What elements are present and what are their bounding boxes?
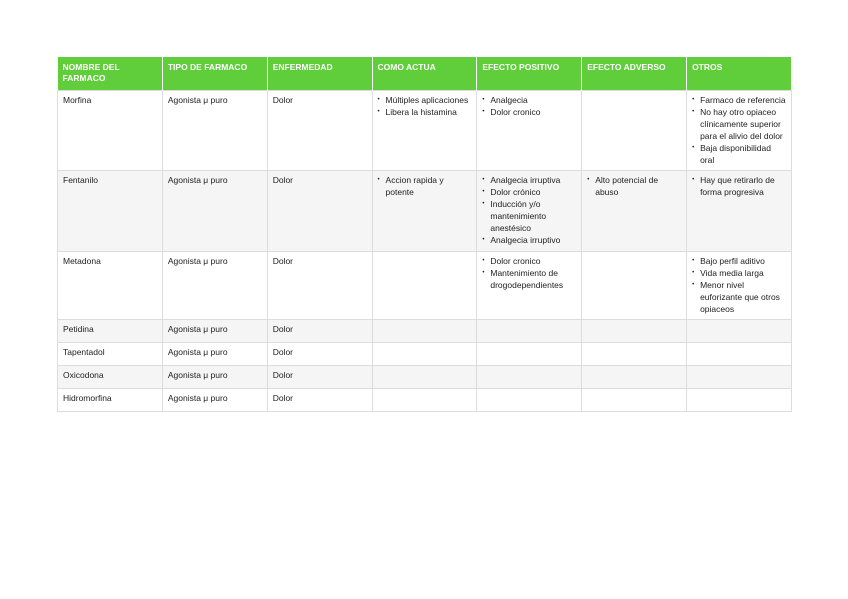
table-body: [58, 91, 792, 412]
header-otros: OTROS: [687, 57, 792, 91]
cell-enfermedad: Dolor: [267, 343, 372, 366]
cell-efecto-adverso: [582, 91, 687, 171]
cell-efecto-positivo: [477, 91, 582, 171]
bullet-item: • Libera la histamina: [378, 107, 473, 119]
cell-como-actua: [372, 171, 477, 251]
cell-otros: [687, 389, 792, 412]
bullet-item: • Baja disponibilidad oral: [692, 143, 787, 167]
header-efecto-adverso: EFECTO ADVERSO: [582, 57, 687, 91]
bullet-item: • Analgecia irruptivo: [482, 235, 577, 247]
cell-efecto-adverso: [582, 320, 687, 343]
cell-nombre: Oxicodona: [58, 366, 163, 389]
cell-enfermedad: Dolor: [267, 91, 372, 171]
bullet-list: [378, 95, 473, 119]
bullet-list: [692, 95, 787, 166]
cell-otros: [687, 320, 792, 343]
header-row: [58, 57, 792, 91]
header-tipo: TIPO DE FARMACO: [162, 57, 267, 91]
cell-enfermedad: Dolor: [267, 171, 372, 251]
bullet-list: [482, 175, 577, 246]
cell-efecto-positivo: [477, 366, 582, 389]
bullet-list: [587, 175, 682, 199]
cell-efecto-adverso: [582, 343, 687, 366]
cell-efecto-positivo: [477, 343, 582, 366]
cell-nombre: Morfina: [58, 91, 163, 171]
cell-nombre: Tapentadol: [58, 343, 163, 366]
bullet-item: • No hay otro opiaceo clínicamente superior para el alivio del dolor: [692, 107, 787, 143]
bullet-list: [482, 95, 577, 119]
cell-efecto-adverso: [582, 389, 687, 412]
cell-otros: [687, 343, 792, 366]
cell-efecto-positivo: [477, 389, 582, 412]
bullet-item: • Analgecia: [482, 95, 577, 107]
bullet-item: • Analgecia irruptiva: [482, 175, 577, 187]
cell-como-actua: [372, 366, 477, 389]
bullet-item: • Mantenimiento de drogodependientes: [482, 268, 577, 292]
bullet-list: [692, 175, 787, 199]
cell-tipo: Agonista μ puro: [162, 320, 267, 343]
cell-como-actua: [372, 389, 477, 412]
table-row: [58, 91, 792, 171]
cell-nombre: Metadona: [58, 251, 163, 320]
cell-como-actua: [372, 251, 477, 320]
header-efecto-positivo: EFECTO POSITIVO: [477, 57, 582, 91]
bullet-item: • Menor nivel euforizante que otros opiaceos: [692, 280, 787, 316]
cell-nombre: Fentanilo: [58, 171, 163, 251]
bullet-item: • Inducción y/o mantenimiento anestésico: [482, 199, 577, 235]
table-row: [58, 389, 792, 412]
cell-efecto-positivo: [477, 251, 582, 320]
table-header: [58, 57, 792, 91]
cell-nombre: Hidromorfina: [58, 389, 163, 412]
cell-tipo: Agonista μ puro: [162, 389, 267, 412]
bullet-item: • Alto potencial de abuso: [587, 175, 682, 199]
table-row: [58, 343, 792, 366]
table-row: [58, 171, 792, 251]
cell-efecto-adverso: [582, 251, 687, 320]
cell-enfermedad: Dolor: [267, 366, 372, 389]
bullet-item: • Múltiples aplicaciones: [378, 95, 473, 107]
header-enfermedad: ENFERMEDAD: [267, 57, 372, 91]
bullet-item: • Vida media larga: [692, 268, 787, 280]
cell-como-actua: [372, 91, 477, 171]
drug-table: [57, 57, 792, 412]
header-nombre: NOMBRE DEL FARMACO: [58, 57, 163, 91]
table-row: [58, 320, 792, 343]
bullet-item: • Hay que retirarlo de forma progresiva: [692, 175, 787, 199]
cell-efecto-positivo: [477, 171, 582, 251]
cell-tipo: Agonista μ puro: [162, 91, 267, 171]
bullet-item: • Farmaco de referencia: [692, 95, 787, 107]
bullet-list: [482, 256, 577, 292]
bullet-item: • Accion rapida y potente: [378, 175, 473, 199]
table-row: [58, 251, 792, 320]
cell-como-actua: [372, 343, 477, 366]
table-row: [58, 366, 792, 389]
cell-otros: [687, 251, 792, 320]
bullet-list: [692, 256, 787, 316]
cell-tipo: Agonista μ puro: [162, 343, 267, 366]
cell-tipo: Agonista μ puro: [162, 171, 267, 251]
cell-efecto-adverso: [582, 366, 687, 389]
cell-como-actua: [372, 320, 477, 343]
cell-nombre: Petidina: [58, 320, 163, 343]
header-como-actua: COMO ACTUA: [372, 57, 477, 91]
cell-efecto-adverso: [582, 171, 687, 251]
cell-otros: [687, 171, 792, 251]
cell-otros: [687, 366, 792, 389]
bullet-list: [378, 175, 473, 199]
cell-enfermedad: Dolor: [267, 251, 372, 320]
cell-tipo: Agonista μ puro: [162, 366, 267, 389]
cell-otros: [687, 91, 792, 171]
bullet-item: • Dolor cronico: [482, 256, 577, 268]
cell-tipo: Agonista μ puro: [162, 251, 267, 320]
bullet-item: • Bajo perfil aditivo: [692, 256, 787, 268]
cell-enfermedad: Dolor: [267, 320, 372, 343]
bullet-item: • Dolor cronico: [482, 107, 577, 119]
bullet-item: • Dolor crónico: [482, 187, 577, 199]
cell-efecto-positivo: [477, 320, 582, 343]
cell-enfermedad: Dolor: [267, 389, 372, 412]
